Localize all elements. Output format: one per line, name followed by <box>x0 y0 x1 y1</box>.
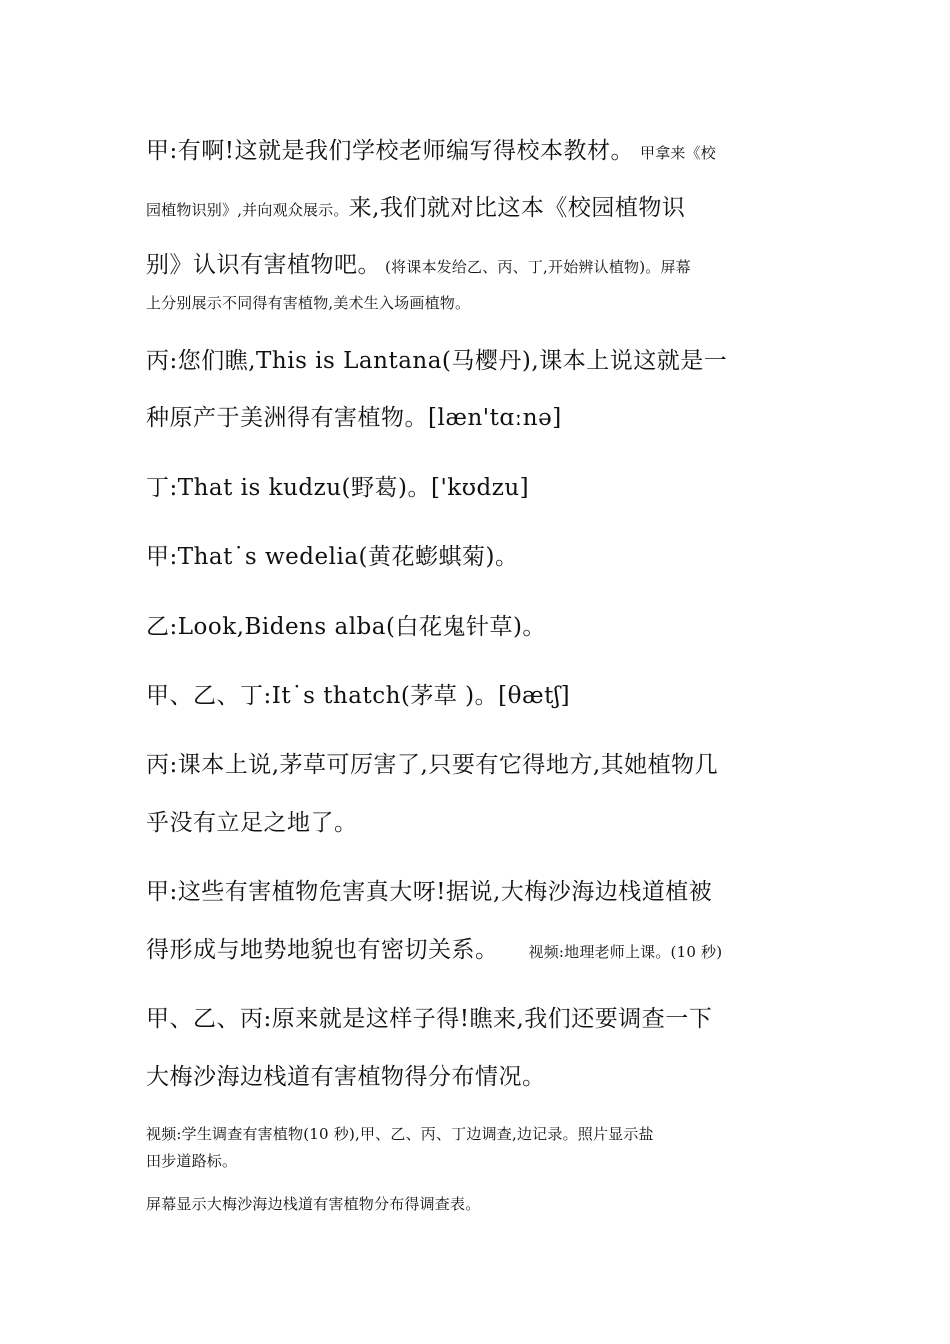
text-line <box>146 350 727 373</box>
stage-direction: 视频:地理老师上课。(10 秒) <box>528 943 723 961</box>
dialogue-text: 来,我们就对比这本《校园植物识 <box>348 195 686 221</box>
dialogue-text: 得形成与地势地貌也有密切关系。 <box>146 937 499 963</box>
dialogue-text: 丙:课本上说,茅草可厉害了,只要有它得地方,其她植物几 <box>146 752 719 778</box>
text-line <box>146 881 712 904</box>
text-line <box>146 616 546 639</box>
stage-direction: (将课本发给乙、丙、丁,开始辨认植物)。屏幕 <box>385 258 691 276</box>
dialogue-text: 乎没有立足之地了。 <box>146 810 358 836</box>
stage-direction: 甲拿来《校 <box>640 144 717 162</box>
stage-direction-line <box>146 1154 237 1169</box>
text-line <box>146 254 691 277</box>
dialogue-text: 甲、乙、丙:原来就是这样子得!瞧来,我们还要调查一下 <box>146 1006 713 1032</box>
dialogue-text: 丙:您们瞧,This is Lantana(马樱丹),课本上说这就是一 <box>146 348 728 374</box>
dialogue-text: 甲:有啊!这就是我们学校老师编写得校本教材。 <box>146 138 634 164</box>
text-line <box>146 407 562 430</box>
dialogue-text: 大梅沙海边栈道有害植物得分布情况。 <box>146 1064 546 1090</box>
text-line <box>146 812 358 835</box>
stage-direction-line <box>146 1127 654 1142</box>
dialogue-text: 乙:Look,Bidens alba(白花鬼针草)。 <box>146 614 546 640</box>
text-line <box>146 477 529 500</box>
text-line <box>146 546 518 569</box>
dialogue-text: 种原产于美洲得有害植物。[læn'tɑːnə] <box>146 405 562 431</box>
dialogue-text: 别》认识有害植物吧。 <box>146 252 381 278</box>
text-line <box>146 685 570 708</box>
stage-direction: 上分别展示不同得有害植物,美术生入场画植物。 <box>146 294 471 312</box>
text-line <box>146 197 685 220</box>
text-line <box>146 140 716 163</box>
stage-direction: 屏幕显示大梅沙海边栈道有害植物分布得调查表。 <box>146 1195 481 1213</box>
stage-direction: 园植物识别》,并向观众展示。 <box>146 201 349 219</box>
dialogue-text: 甲:这些有害植物危害真大呀!据说,大梅沙海边栈道植被 <box>146 879 713 905</box>
stage-direction-line <box>146 296 470 311</box>
text-line <box>146 1066 546 1089</box>
stage-direction-line <box>146 1197 480 1212</box>
dialogue-text: 甲:That˙s wedelia(黄花蟛蜞菊)。 <box>146 544 519 570</box>
text-line <box>146 1008 712 1031</box>
dialogue-text: 丁:That is kudzu(野葛)。['kʊdzu] <box>146 475 530 501</box>
text-line <box>146 939 722 962</box>
text-line <box>146 754 718 777</box>
stage-direction: 视频:学生调查有害植物(10 秒),甲、乙、丙、丁边调查,边记录。照片显示盐 <box>146 1125 654 1143</box>
dialogue-text: 甲、乙、丁:It˙s thatch(茅草 )。[θætʃ] <box>146 683 571 709</box>
stage-direction: 田步道路标。 <box>146 1152 238 1170</box>
